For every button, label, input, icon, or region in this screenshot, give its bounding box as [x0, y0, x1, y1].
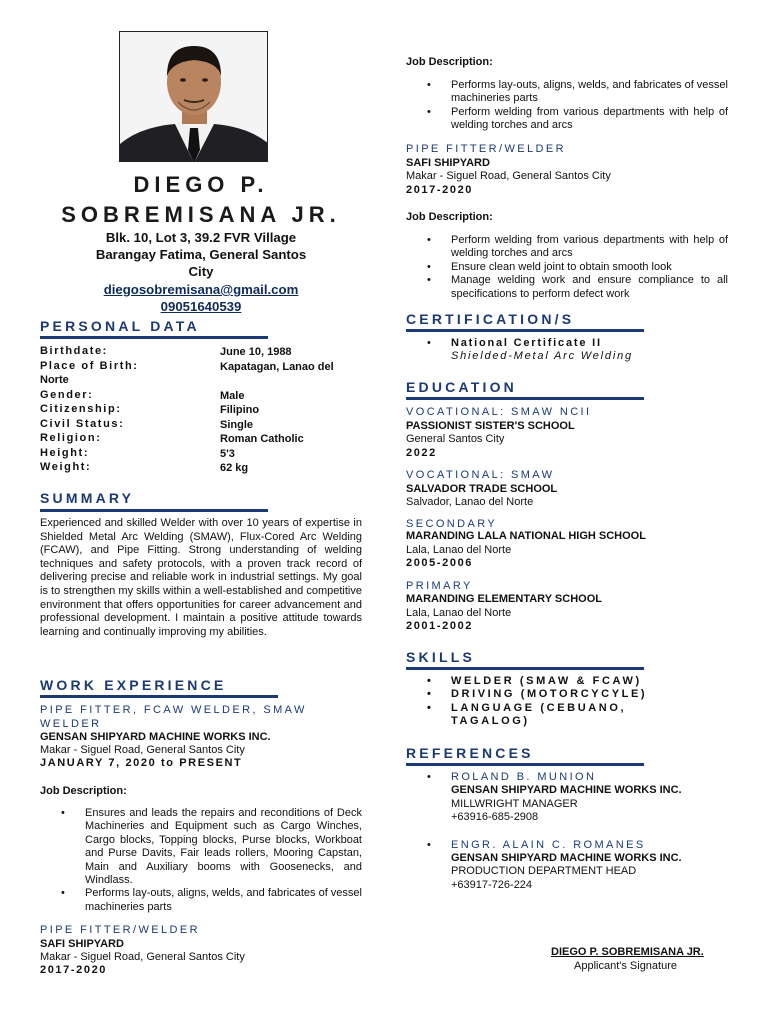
skill-item: • DRIVING (MOTORCYCYLE): [406, 688, 666, 701]
job-duties-list: [406, 79, 728, 133]
job-duty-item: • Performs lay-outs, aligns, welds, and fabricates of vessel machineries parts: [406, 79, 728, 106]
references-heading: REFERENCES: [406, 745, 534, 761]
reference-phone: +63917-726-224: [451, 878, 533, 891]
references-list: [406, 771, 728, 892]
job-company: SAFI SHIPYARD: [40, 938, 124, 950]
education-year: 2001-2002: [406, 620, 474, 632]
skill-item: • LANGUAGE (CEBUANO, TAGALOG): [406, 702, 666, 729]
job-company: GENSAN SHIPYARD MACHINE WORKS INC.: [40, 731, 271, 743]
profile-photo: [119, 31, 268, 162]
education-level: VOCATIONAL: SMAW NCII: [406, 406, 592, 418]
job-duties-list: [40, 807, 362, 914]
job-dates: JANUARY 7, 2020 to PRESENT: [40, 757, 243, 769]
job-duty-item: • Performs lay-outs, aligns, welds, and fabricates of vessel machineries parts: [40, 887, 362, 914]
education-school: MARANDING LALA NATIONAL HIGH SCHOOL: [406, 530, 646, 542]
job-location: Makar - Siguel Road, General Santos City: [40, 951, 245, 963]
personal-label: Place of Birth:: [40, 359, 139, 372]
references-underline: [406, 763, 644, 766]
job-duty-item: • Ensure clean weld joint to obtain smooth look: [406, 261, 728, 274]
personal-label: Weight:: [40, 461, 92, 473]
reference-name: • ENGR. ALAIN C. ROMANES: [451, 838, 646, 851]
phone-text[interactable]: 09051640539: [160, 299, 242, 314]
personal-label: Height:: [40, 446, 90, 459]
certifications-list: [406, 337, 728, 364]
reference-item: [406, 839, 728, 893]
skills-list: [406, 675, 666, 729]
job-position: PIPE FITTER/WELDER: [406, 143, 566, 155]
personal-value: Male: [220, 389, 245, 402]
skill-item: • WELDER (SMAW & FCAW): [406, 675, 666, 688]
education-year: 2022: [406, 447, 437, 459]
personal-value: Kapatagan, Lanao del: [220, 360, 334, 373]
education-year: 2005-2006: [406, 557, 474, 569]
job-position: PIPE FITTER, FCAW WELDER, SMAW WELDER: [40, 704, 307, 730]
summary-text: Experienced and skilled Welder with over 10 years of expertise in Shielded Metal Arc Welding (SMAW), Flux-Cored Arc Welding (FCAW), and Pipe Fitting. Strong understanding of welding techniques and safety protocols, with a proven track record of delivering precise and reliable work in industrial settings. My goal is to strengthen my skills within a well-established and competitive environment that offers opportunities for career advancement and professional development. I maintain a positive attitude towards learning and continually improving my abilities.: [40, 517, 362, 638]
job-duties-list: [406, 234, 728, 301]
education-level: VOCATIONAL: SMAW: [406, 469, 555, 481]
signature-label: Applicant's Signature: [574, 960, 677, 972]
personal-label: Birthdate:: [40, 345, 108, 357]
education-level: SECONDARY: [406, 518, 498, 530]
email-link[interactable]: [40, 281, 362, 299]
personal-value: 5'3: [220, 447, 235, 460]
personal-value-continued: Norte: [40, 373, 69, 386]
certification-detail: Shielded-Metal Arc Welding: [451, 350, 633, 363]
candidate-name-line-1: DIEGO P.: [133, 172, 269, 197]
job-description-label: Job Description:: [406, 56, 493, 68]
certifications-heading: CERTIFICATION/S: [406, 311, 575, 327]
education-location: General Santos City: [406, 433, 505, 445]
personal-value: June 10, 1988: [220, 346, 292, 358]
personal-label: Religion:: [40, 432, 102, 444]
job-duty-item: • Manage welding work and ensure compliance to all specifications to perform defect work: [406, 274, 728, 301]
job-company: SAFI SHIPYARD: [406, 157, 490, 169]
address-line-3: City: [188, 264, 214, 279]
phone-link[interactable]: [40, 298, 362, 316]
job-position: PIPE FITTER/WELDER: [40, 924, 200, 936]
job-dates: 2017-2020: [40, 964, 108, 976]
work-experience-underline: [40, 695, 278, 698]
education-location: Salvador, Lanao del Norte: [406, 496, 534, 508]
education-level: PRIMARY: [406, 580, 473, 592]
education-heading: EDUCATION: [406, 379, 517, 395]
job-duty-item: • Perform welding from various departments with help of welding torches and arcs: [406, 106, 728, 133]
summary-heading: SUMMARY: [40, 490, 135, 506]
job-duty-item: • Perform welding from various departments with help of welding torches and arcs: [406, 234, 728, 261]
job-location: Makar - Siguel Road, General Santos City: [406, 170, 611, 182]
personal-value: Roman Catholic: [220, 433, 304, 445]
personal-value: Single: [220, 418, 254, 431]
education-school: MARANDING ELEMENTARY SCHOOL: [406, 593, 602, 605]
address-line-2: Barangay Fatima, General Santos: [95, 247, 307, 262]
personal-value: Filipino: [220, 404, 260, 416]
skills-heading: SKILLS: [406, 649, 475, 665]
reference-company: GENSAN SHIPYARD MACHINE WORKS INC.: [451, 784, 682, 797]
reference-role: PRODUCTION DEPARTMENT HEAD: [451, 865, 637, 878]
personal-value: 62 kg: [220, 462, 249, 474]
reference-phone: +63916-685-2908: [451, 811, 539, 824]
job-dates: 2017-2020: [406, 184, 474, 196]
personal-data-underline: [40, 336, 268, 339]
work-experience-heading: WORK EXPERIENCE: [40, 677, 227, 693]
job-description-label: Job Description:: [406, 211, 493, 223]
education-school: SALVADOR TRADE SCHOOL: [406, 483, 558, 495]
personal-label: Civil Status:: [40, 417, 125, 430]
skills-underline: [406, 667, 644, 670]
certifications-underline: [406, 329, 644, 332]
job-duty-item: • Ensures and leads the repairs and reconditions of Deck Machineries and Equipment such as Cargo Winches, Cargo blocks, Topping blocks, Purse blocks, Workboat and Purse Davits, Fair leads rollers, Mooring Capstan, Main and Auxiliary booms with Goosenecks, and Windlass.: [40, 807, 362, 887]
education-location: Lala, Lanao del Norte: [406, 544, 512, 556]
education-underline: [406, 397, 644, 400]
reference-company: GENSAN SHIPYARD MACHINE WORKS INC.: [451, 852, 682, 865]
personal-data-heading: PERSONAL DATA: [40, 318, 200, 334]
education-location: Lala, Lanao del Norte: [406, 607, 512, 619]
personal-label: Citizenship:: [40, 403, 122, 415]
reference-name: • ROLAND B. MUNION: [451, 771, 597, 783]
job-location: Makar - Siguel Road, General Santos City: [40, 744, 245, 756]
summary-underline: [40, 509, 268, 512]
reference-role: MILLWRIGHT MANAGER: [451, 797, 578, 810]
certification-name: • National Certificate II: [451, 337, 602, 349]
job-description-label: Job Description:: [40, 785, 127, 797]
personal-label: Gender:: [40, 388, 94, 401]
candidate-name-line-2: SOBREMISANA JR.: [61, 202, 341, 227]
certification-item: [406, 337, 728, 364]
email-text[interactable]: diegosobremisana@gmail.com: [103, 282, 299, 297]
person-portrait-icon: [120, 32, 268, 162]
signature-name: DIEGO P. SOBREMISANA JR.: [551, 946, 704, 958]
reference-item: [406, 771, 728, 825]
education-school: PASSIONIST SISTER'S SCHOOL: [406, 420, 575, 432]
address-line-1: Blk. 10, Lot 3, 39.2 FVR Village: [105, 230, 297, 245]
